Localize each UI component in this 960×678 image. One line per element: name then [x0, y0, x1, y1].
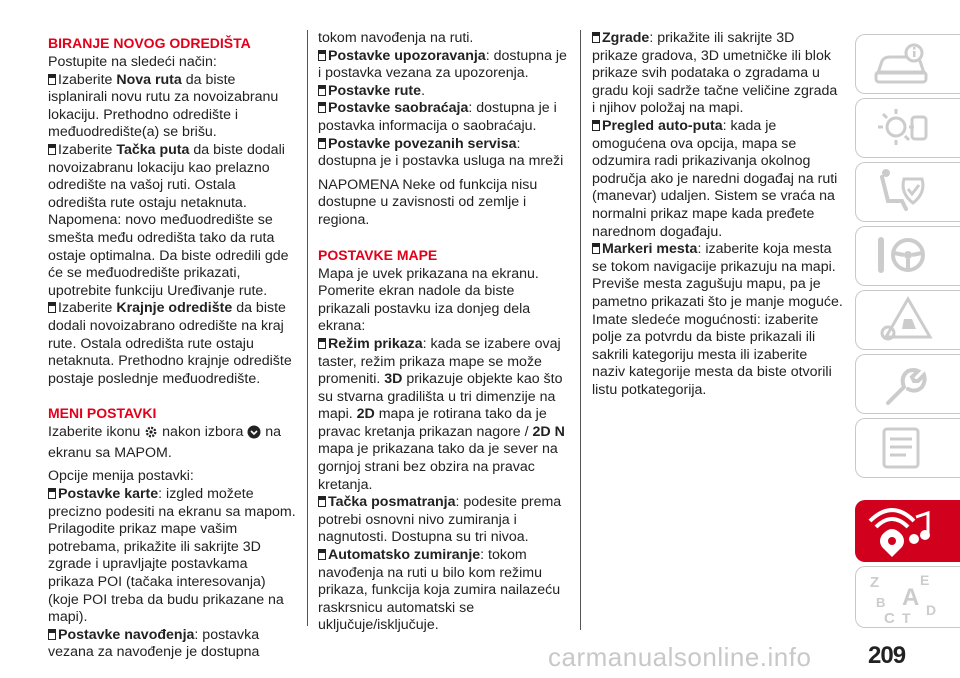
bullet-nova-ruta: Izaberite Nova ruta da biste isplanirali novu rutu za novoizabranu lokaciju. Prethodno odredište i međuodredište(a) se brišu. [48, 71, 279, 141]
bullet-pregled-auto-puta: Pregled auto-puta: kada je omogućena ova opcija, mapa se odzumira radi prikazivanja okolnog područja ako je naredni događaj na ruti (manevar) udaljen. Sistem se vraća na normalni prikaz mape kada pređete narednom događaju. [592, 117, 838, 240]
bullet-icon [48, 488, 56, 499]
svg-text:B: B [876, 595, 886, 610]
svg-text:D: D [926, 602, 937, 618]
bullet-icon [318, 549, 326, 560]
bullet-icon [318, 102, 326, 113]
heading-meni-postavki: MENI POSTAVKI [48, 405, 157, 422]
svg-text:Z: Z [870, 574, 880, 591]
napomena-text: NAPOMENA Neke od funkcija nisu dostupne u zavisnosti od zemlje i regiona. [318, 176, 538, 228]
chevron-down-icon [247, 425, 261, 445]
breakdown-icon [868, 295, 938, 347]
heading-biranje: BIRANJE NOVOG ODREDIŠTA [48, 35, 251, 51]
bullet-markeri-mesta: Markeri mesta: izaberite koja mesta se tokom navigacije prikazuju na mapi. Previše mesta zagušuju mapu, pa je pametno prikazati što je manje moguće. Imate sledeće mogućnosti: izaberite polje za potvrdu da biste prikazali ili sakrili kategoriju mesta ili izaberite naziv kategorije mesta da biste otvorili listu potkategorija. [592, 241, 843, 398]
bullet-povezanih-servisa: Postavke povezanih servisa: dostupna je i postavka usluga na mreži [318, 135, 564, 170]
bullet-icon [48, 74, 56, 85]
tab-warning-lights[interactable] [855, 98, 960, 158]
bullet-icon [592, 243, 600, 254]
mapa-intro: Mapa je uvek prikazana na ekranu. Pomerite ekran nadole da biste prikazali postavku iza donjeg dela ekrana: [318, 265, 539, 335]
tab-multimedia[interactable] [855, 500, 960, 562]
svg-text:E: E [920, 572, 930, 588]
svg-text:T: T [902, 610, 911, 626]
bullet-icon [592, 120, 600, 131]
tab-index[interactable] [855, 566, 960, 628]
bullet-krajnje-odrediste: Izaberite Krajnje odredište da biste dodali novoizabrano odredište na kraj rute. Ostala odredišta rute ostaju netaknuta. Prethodno krajnje odredište postaje poslednje međuodredište. [48, 300, 292, 387]
bullet-tacka-puta: Izaberite Tačka puta da biste dodali novoizabranu lokaciju kao prelazno odredište na vašoj ruti. Ostala odredišta rute ostaju netaknuta. Napomena: novo međuodredište se smešta među odredišta tako da ruta ostaje optimalna. Da biste odredili gde će se međuodredište prikazati, upotrebite funkciju Uređivanje rute. [48, 141, 289, 299]
tab-emergency[interactable] [855, 290, 960, 350]
column-divider-1 [307, 30, 308, 626]
svg-text:C: C [884, 610, 895, 627]
tab-safety[interactable] [855, 162, 960, 222]
meni-instructions: Izaberite ikonu nakon izbora na ekranu sa MAPOM. [48, 424, 282, 461]
gear-icon [144, 425, 158, 445]
bullet-zgrade: Zgrade: prikažite ili sakrijte 3D prikaze gradova, 3D umetničke ili blok prikaze svih podataka o zgradama u gradu koji sadrže tačne veličine zgrada i njihov položaj na mapi. [592, 30, 838, 117]
column-divider-2 [580, 30, 581, 630]
bullet-icon [592, 32, 600, 43]
bullet-icon [48, 629, 56, 640]
steering-wheel-icon [868, 231, 938, 283]
column-3 [592, 30, 844, 399]
tab-starting-driving[interactable] [855, 226, 960, 286]
bullet-icon [318, 138, 326, 149]
tab-maintenance[interactable] [855, 354, 960, 414]
seat-safety-icon [868, 167, 938, 219]
maintenance-icon [868, 359, 938, 411]
watermark: carmanualsonline.info [548, 642, 812, 672]
specs-icon [868, 423, 938, 475]
opcije-label: Opcije menija postavki: [48, 468, 194, 485]
page-number: 209 [868, 642, 906, 669]
warning-lights-icon [868, 103, 938, 155]
column-1 [48, 30, 296, 662]
bullet-icon [318, 338, 326, 349]
bullet-icon [48, 144, 56, 155]
car-info-icon [868, 39, 938, 91]
heading-postavke-mape: POSTAVKE MAPE [318, 246, 438, 263]
bullet-automatsko-zumiranje: Automatsko zumiranje: tokom navođenja na ruti u bilo kom režimu prikaza, funkcija koja zumira nailazeću raskrsnicu automatski se uključuje/isključuje. [318, 547, 561, 634]
tab-car-info[interactable] [855, 34, 960, 94]
bullet-icon [48, 302, 56, 313]
bullet-tacka-posmatranja: Tačka posmatranja: podesite prema potrebi osnovni nivo zumiranja i nagnutosti. Dostupna su tri nivoa. [318, 494, 562, 546]
column-2 [318, 30, 568, 635]
bullet-postavke-saobracaja: Postavke saobraćaja: dostupna je i postavka informacija o saobraćaju. [318, 100, 557, 134]
bullet-rezim-prikaza: Režim prikaza: kada se izabere ovaj taster, režim prikaza mape se može promeniti. 3D prikazuje objekte kao što su stvarna gradilišta u tri dimenzije na mapi. 2D mapa je rotirana tako da je pravac kretanja prikazan nagore / 2D N mapa je prikazana tako da je sever na gornjoj strani bez obzira na pravac kretanja. [318, 335, 565, 493]
index-icon [868, 571, 938, 627]
bullet-postavke-upozoravanja: Postavke upozoravanja: dostupna je i postavka vezana za upozorenja. [318, 47, 567, 82]
bullet-postavke-navodjenja: Postavke navođenja: postavka vezana za navođenje je dostupna [48, 626, 260, 661]
bullet-icon [318, 50, 326, 61]
bullet-icon [318, 496, 326, 507]
continued-text: tokom navođenja na ruti. [318, 30, 474, 46]
tab-technical-data[interactable] [855, 418, 960, 478]
bullet-postavke-karte: Postavke karte: izgled možete precizno podesiti na ekranu sa mapom. Prilagodite prikaz mape vašim potrebama, prikažite ili sakrijte 3D zgrade i upravljajte postavkama prikaza POI (tačaka interesovanja) (koje POI treba da budu prikazane na mapi). [48, 486, 296, 626]
intro-text: Postupite na sledeći način: [48, 54, 217, 70]
bullet-postavke-rute: Postavke rute. [318, 83, 568, 101]
bullet-icon [318, 85, 326, 96]
multimedia-icon [868, 505, 938, 559]
svg-text:A: A [902, 584, 920, 611]
